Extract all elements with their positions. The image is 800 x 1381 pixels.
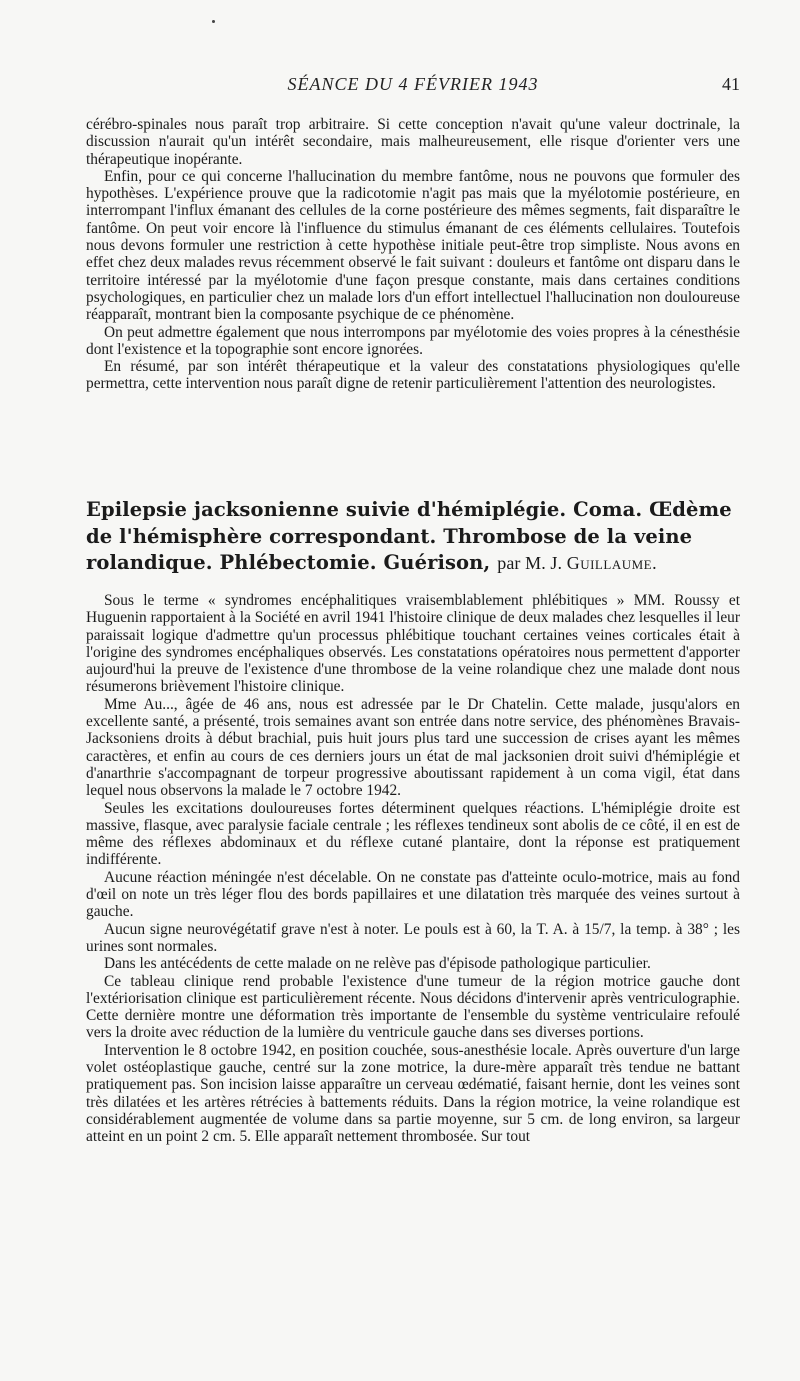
author-name: Guillaume. <box>566 553 658 573</box>
byline <box>497 553 657 573</box>
paragraph: Dans les antécédents de cette malade on ne relève pas d'épisode pathologique particulier. <box>104 955 651 973</box>
article-title-text: Epilepsie jacksonienne suivie d'hémiplégie. Coma. Œdème de l'hémisphère correspondant. Thrombose de la veine rolandique. Phlébectomie. Guérison, <box>86 498 732 574</box>
paragraph: Enfin, pour ce qui concerne l'hallucination du membre fantôme, nous ne pouvons que formuler des hypothèses. L'expérience prouve que la radicotomie n'agit pas mais que la myélotomie postérieure, en interrompant l'influx émanant des cellules de la corne postérieure des mêmes segments, fait disparaître le fantôme. On peut voir encore là l'influence du stimulus émanant de ces éléments cellulaires. Toutefois nous devons formuler une restriction à cette hypothèse initiale peut-être trop simpliste. Nous avons en effet chez deux malades revus récemment observé le fait suivant : douleurs et fantôme ont disparu dans le territoire intéressé par la myélotomie d'une façon presque constante, mais dans certaines conditions psychologiques, en particulier chez un malade lors d'un effort intellectuel l'hallucination non douloureuse réapparaît, montrant bien la composante psychique de ce phénomène. <box>86 167 740 324</box>
paragraph: Mme Au..., âgée de 46 ans, nous est adressée par le Dr Chatelin. Cette malade, jusqu'alors en excellente santé, a présenté, trois semaines avant son entrée dans notre service, des phénomènes Bravais-Jacksoniens droits à début brachial, puis huit jours plus tard une succession de crises ayant les mêmes caractères, et enfin au cours de ces derniers jours un état de mal jacksonien droit suivi d'hémiplégie et d'anarthrie s'accompagnant de torpeur progressive aboutissant rapidement à un coma vigil, état dans lequel nous observons la malade le 7 octobre 1942. <box>86 695 740 800</box>
paragraph: En résumé, par son intérêt thérapeutique et la valeur des constatations physiologiques qu'elle permettra, cette intervention nous paraît digne de retenir particulièrement l'attention des neurologistes. <box>86 358 740 393</box>
previous-article-conclusion <box>86 116 740 393</box>
paragraph: Intervention le 8 octobre 1942, en position couchée, sous-anesthésie locale. Après ouverture d'un large volet ostéoplastique gauche, centré sur la zone motrice, la dure-mère apparaît très tendue ne battant pratiquement pas. Son incision laisse apparaître un cerveau œdématié, faisant hernie, dont les veines sont très dilatées et les artères rétrécies à battements réduits. Dans la région motrice, la veine rolandique est considérablement augmentée de volume dans sa partie moyenne, sur 5 cm. de long environ, sa largeur atteint en un point 2 cm. 5. Elle apparaît nettement thrombosée. Sur tout <box>86 1041 740 1146</box>
paragraph: Ce tableau clinique rend probable l'existence d'une tumeur de la région motrice gauche dont l'extériorisation clinique est particulièrement récente. Nous décidons d'intervenir après ventriculographie. Cette dernière montre une déformation très importante de l'ensemble du système ventriculaire refoulé vers la droite avec réduction de la lumière du ventricule gauche dans ses diverses portions. <box>86 972 740 1042</box>
page-number: 41 <box>722 74 740 94</box>
paragraph: Aucun signe neurovégétatif grave n'est à noter. Le pouls est à 60, la T. A. à 15/7, la temp. à 38° ; les urines sont normales. <box>86 920 740 955</box>
article-body <box>86 592 740 1146</box>
paragraph: On peut admettre également que nous interrompons par myélotomie des voies propres à la cénesthésie dont l'existence et la topographie sont encore ignorées. <box>86 323 740 358</box>
paragraph: Aucune réaction méningée n'est décelable. On ne constate pas d'atteinte oculo-motrice, mais au fond d'œil on note un très léger flou des bords papillaires et une dilatation très marquée des veines surtout à gauche. <box>86 868 740 921</box>
byline-prefix: par M. J. <box>497 553 567 573</box>
page-header <box>86 74 740 98</box>
running-head: SÉANCE DU 4 FÉVRIER 1943 <box>287 74 539 94</box>
paragraph: cérébro-spinales nous paraît trop arbitraire. Si cette conception n'avait qu'une valeur doctrinale, la discussion n'aurait qu'un intérêt secondaire, mais malheureusement, elle risque d'orienter vers une thérapeutique inopérante. <box>86 116 740 168</box>
speck-mark <box>212 20 215 23</box>
paragraph: Seules les excitations douloureuses fortes déterminent quelques réactions. L'hémiplégie droite est massive, flasque, avec paralysie faciale centrale ; les réflexes tendineux sont abolis de ce côté, il en est de même des réflexes abdominaux et du réflexe cutané plantaire, dont la réponse est pratiquement indifférente. <box>86 799 740 869</box>
article-title <box>86 497 746 577</box>
paragraph: Sous le terme « syndromes encéphalitiques vraisemblablement phlébitiques » MM. Roussy et Huguenin rapportaient à la Société en avril 1941 l'histoire clinique de deux malades chez lesquelles il leur paraissait logique d'admettre qu'un processus phlébitique touchant certaines veines corticales était à l'origine des syndromes encéphaliques observés. Les constatations opératoires nous permettent d'apporter aujourd'hui la preuve de l'existence d'une thrombose de la veine rolandique chez une malade dont nous résumerons brièvement l'histoire clinique. <box>86 592 740 696</box>
